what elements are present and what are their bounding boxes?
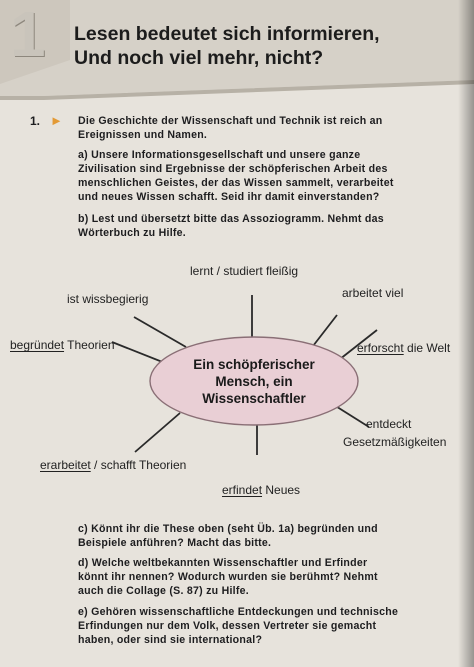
label-arbeitet: arbeitet viel bbox=[342, 286, 404, 300]
unit-number: 1 bbox=[10, 0, 46, 70]
label-erarbeitet bbox=[40, 458, 186, 472]
text-line: Zivilisation sind Ergebnisse der schöpferischen Arbeit des bbox=[78, 163, 388, 175]
text-line: e) Gehören wissenschaftliche Entdeckungen und technische bbox=[78, 606, 399, 618]
label-rest: / schafft Theorien bbox=[90, 458, 187, 472]
exercise-a bbox=[78, 148, 463, 204]
text-line: a) Unsere Informationsgesellschaft und unsere ganze bbox=[78, 149, 361, 161]
center-line: Wissenschaftler bbox=[202, 391, 306, 406]
text-line: b) Lest und übersetzt bitte das Assoziogramm. Nehmt das bbox=[78, 213, 384, 225]
text-line: und neues Wissen schafft. Seid ihr damit einverstanden? bbox=[78, 191, 380, 203]
text-line: Erfindungen nur dem Volk, dessen Vertreter sie gemacht bbox=[78, 620, 377, 632]
center-concept bbox=[170, 356, 338, 407]
center-line: Mensch, ein bbox=[215, 374, 293, 389]
connector-line bbox=[135, 413, 180, 452]
task-number: 1. bbox=[30, 114, 41, 128]
label-rest: die Welt bbox=[403, 341, 451, 355]
text-line: auch die Collage (S. 87) zu Hilfe. bbox=[78, 585, 249, 597]
exercise-d bbox=[78, 556, 463, 598]
connector-line bbox=[313, 315, 337, 346]
label-rest: Theorien bbox=[64, 338, 115, 352]
exercise-b bbox=[78, 212, 463, 240]
label-entdeckt: entdeckt bbox=[366, 417, 412, 431]
keyword: erforscht bbox=[357, 341, 404, 355]
assoziogramm bbox=[0, 255, 474, 505]
label-gesetz: Gesetzmäßigkeiten bbox=[343, 435, 447, 449]
task-arrow-icon: ► bbox=[50, 113, 63, 128]
label-wissbegierig: ist wissbegierig bbox=[67, 292, 149, 306]
title-line-1: Lesen bedeutet sich informieren, bbox=[74, 23, 380, 45]
exercise-c bbox=[78, 522, 463, 550]
title-line-2: Und noch viel mehr, nicht? bbox=[74, 47, 324, 69]
center-line: Ein schöpferischer bbox=[193, 357, 315, 372]
text-line: Die Geschichte der Wissenschaft und Technik ist reich an bbox=[78, 115, 383, 127]
text-line: Wörterbuch zu Hilfe. bbox=[78, 227, 186, 239]
text-line: c) Könnt ihr die These oben (seht Üb. 1a) begründen und bbox=[78, 523, 378, 535]
connector-line bbox=[334, 405, 369, 427]
exercise-e bbox=[78, 605, 463, 647]
keyword: erarbeitet bbox=[40, 458, 91, 472]
page-binding-shadow bbox=[458, 0, 474, 667]
connector-line bbox=[134, 317, 186, 347]
label-lernt: lernt / studiert fleißig bbox=[190, 264, 299, 278]
label-rest: Neues bbox=[262, 483, 301, 497]
text-line: könnt ihr nennen? Wodurch wurden sie berühmt? Nehmt bbox=[78, 571, 378, 583]
text-line: menschlichen Geistes, der das Wissen sammelt, verarbeitet bbox=[78, 177, 394, 189]
text-line: haben, oder sind sie international? bbox=[78, 634, 263, 646]
label-erforscht bbox=[357, 341, 450, 355]
label-erfindet bbox=[222, 483, 300, 497]
text-line: Beispiele anführen? Macht das bitte. bbox=[78, 537, 272, 549]
keyword: erfindet bbox=[222, 483, 263, 497]
label-begruendet bbox=[10, 338, 115, 352]
keyword: begründet bbox=[10, 338, 65, 352]
intro-paragraph bbox=[78, 114, 463, 142]
text-line: d) Welche weltbekannten Wissenschaftler und Erfinder bbox=[78, 557, 368, 569]
text-line: Ereignissen und Namen. bbox=[78, 129, 208, 141]
unit-title bbox=[74, 22, 469, 70]
